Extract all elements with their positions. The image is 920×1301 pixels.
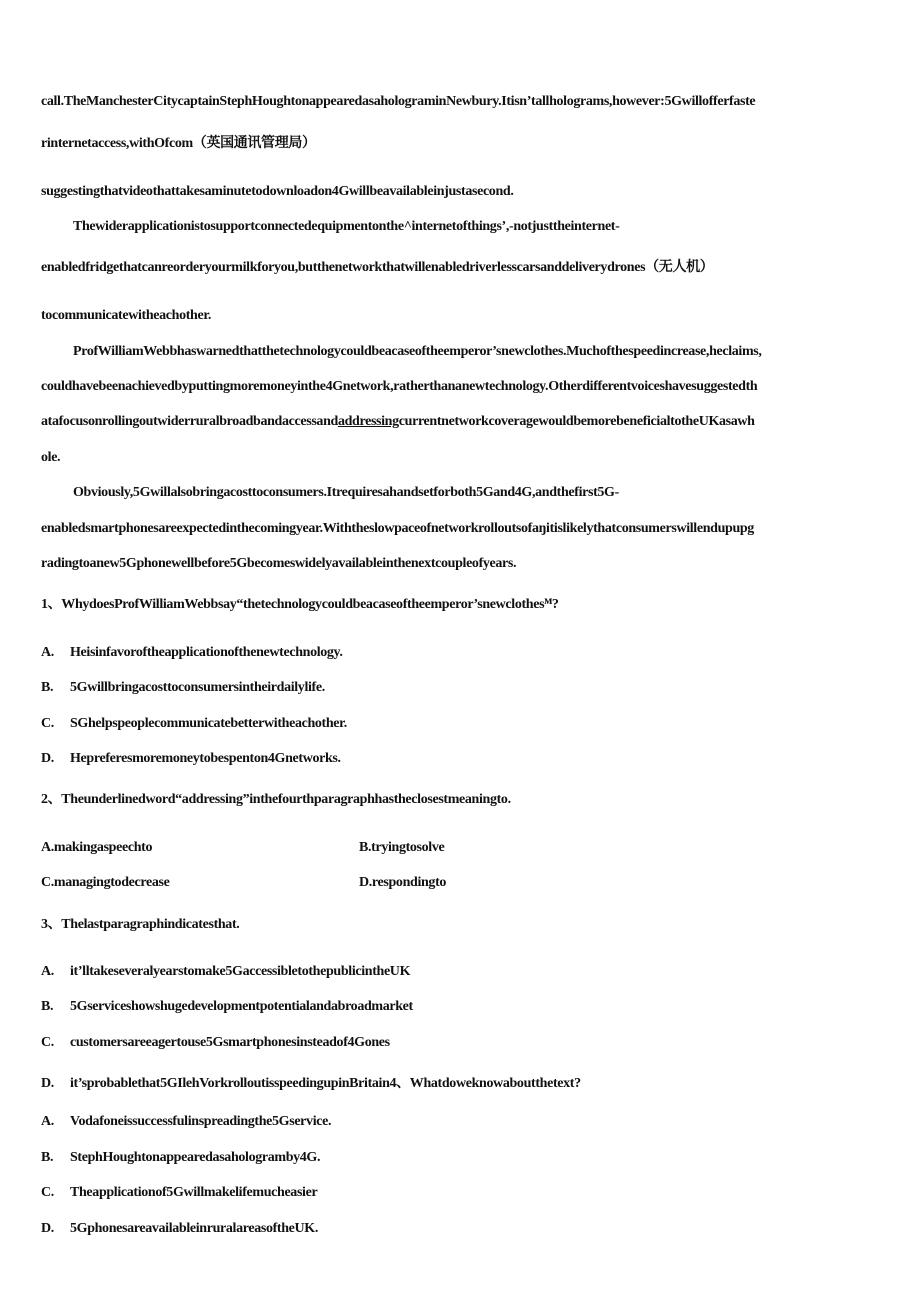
question-2-stem: 2、Theunderlinedword“addressing”inthefourthparagraphhastheclosestmeaningto. [41,792,511,807]
option-text: 5Gwillbringacosttoconsumersintheirdailylife. [70,680,325,695]
option-label: A. [41,1114,54,1129]
q4-option-c [41,1184,317,1202]
q4-option-b [41,1149,320,1167]
option-text: 5GphonesareavailableinruralareasoftheUK. [70,1221,318,1236]
q2-option-b: B.tryingtosolve [359,840,445,855]
q4-option-a [41,1113,331,1131]
passage-p4-line2: enabledsmartphonesareexpectedinthecomingyear.Withtheslowpaceofnetworkrolloutsofaŋitislikelythatconsumerswillendupupg [41,521,754,536]
passage-p3-line3-post: currentnetworkcoveragewouldbemorebeneficialtotheUKasawh [398,414,755,429]
passage-p1-line3: suggestingthatvideothattakesaminutetodownloadon4Gwillbeavailableinjustasecond. [41,184,514,199]
option-label: A. [41,964,54,979]
passage-p3-line2: couldhavebeenachievedbyputtingmoremoneyinthe4Gnetwork,ratherthananewtechnology.Otherdifferentvoiceshavesuggestedth [41,379,758,394]
passage-p1-line1: call.TheManchesterCitycaptainStephHoughtonappearedasahologramin​Newbury.Itisn’tallholograms,however:5Gwillofferfaste [41,94,756,109]
option-text: SGhelpspeoplecommunicatebetterwitheachother. [70,716,347,731]
option-text: 5Gserviceshowshugedevelopmentpotentialandabroadmarket [70,999,413,1014]
option-label: D. [41,1221,54,1236]
option-label: B. [41,680,54,695]
underlined-word-addressing: addressing [337,414,399,429]
q3-option-b [41,998,413,1016]
passage-p1-line2: rinternetaccess,withOfcom（英国通讯管理局） [41,136,316,151]
q3-option-c [41,1034,390,1052]
passage-p4-line1: Obviously,5Gwillalsobringacosttoconsumers.Itrequiresahandsetforboth5Gand4G,andthefirst5G- [73,485,619,500]
option-label: D. [41,751,54,766]
passage-p3-line3-pre: atafocusonrollingoutwiderruralbroadbandaccessand [41,414,338,429]
passage-p2-line2: enabledfridgethatcanreorderyourmilkforyou,butthenetworkthatwillenabledriverlesscarsanddeliverydrones（无人机） [41,260,714,275]
q1-option-d [41,750,341,768]
option-text: Theapplicationof5Gwillmakelifemucheasier [70,1185,318,1200]
passage-p2-line3: tocommunicatewitheachother. [41,308,212,323]
q4-option-d [41,1220,318,1238]
question-1-stem: 1、WhydoesProfWilliamWebbsay“thetechnologycouldbeacaseoftheemperor’snewclothesᴹ? [41,597,559,612]
q1-option-b [41,679,325,697]
option-text: it’lltakeseveralyearstomake5GaccessibletothepublicintheUK [70,964,411,979]
q2-option-d: D.respondingto [359,875,447,890]
passage-p3-line1: ProfWilliamWebbhaswarnedthatthetechnologycouldbeacaseoftheemperor’snewclothes.Muchofthespeedincrease,heclaims, [73,344,762,359]
passage-p3-line3 [41,413,755,431]
q2-option-c: C.managingtodecrease [41,875,170,890]
q2-option-a: A.makingaspeechto [41,840,153,855]
option-label: C. [41,716,54,731]
option-text: Heisinfavoroftheapplicationofthenewtechnology. [70,645,343,660]
option-text: StephHoughtonappearedasahologramby4G. [70,1150,321,1165]
option-label: A. [41,645,54,660]
option-label: D. [41,1076,54,1091]
option-label: C. [41,1035,54,1050]
passage-p3-line4: ole. [41,450,61,465]
passage-p4-line3: radingtoanew5Gphonewellbefore5Gbecomeswidelyavailableinthenextcoupleofyears. [41,556,517,571]
option-text: it’sprobablethat5GIlehVorkrolloutisspeedingupinBritain4、Whatdoweknowaboutthetext? [70,1076,581,1091]
passage-p2-line1: Thewiderapplicationistosupportconnectedequipmentonthe^internetofthings’,-notjusttheinternet- [73,219,620,234]
option-text: Vodafoneissuccessfulinspreadingthe5Gservice. [70,1114,332,1129]
q1-option-a [41,644,343,662]
option-label: B. [41,999,54,1014]
option-text: customersareeagertouse5Gsmartphonesinsteadof4Gones [70,1035,390,1050]
q3-option-a [41,963,410,981]
question-3-stem: 3、Thelastparagraphindicatesthat. [41,917,240,932]
q3-option-d [41,1075,581,1093]
option-text: Hepreferesmoremoneytobespenton4Gnetworks. [70,751,341,766]
q1-option-c [41,715,347,733]
option-label: C. [41,1185,54,1200]
option-label: B. [41,1150,54,1165]
